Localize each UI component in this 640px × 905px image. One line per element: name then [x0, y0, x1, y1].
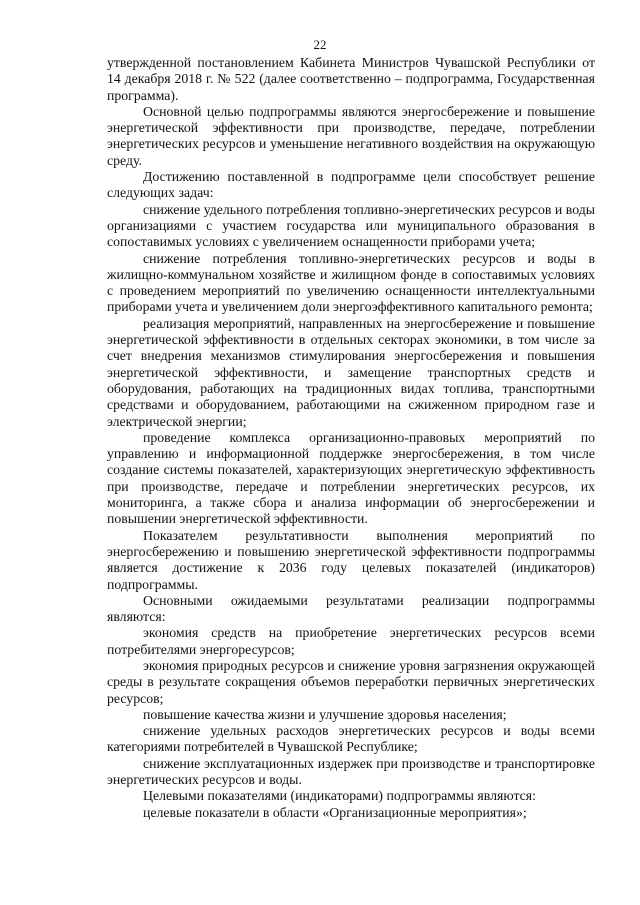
paragraph-targets-intro: Целевыми показателями (индикаторами) подпрограммы являются:	[143, 788, 536, 804]
task-item: проведение комплекса организационно-правовых мероприятий по управлению и информационной поддержке энергосбережения, в том числе создание системы показателей, характеризующих энергетическую эффективность при производстве, передаче и потреблении энергетических ресурсов, их мониторинга, а также сбора и анализа информации об энергосбережении и повышении энергетической эффективности.	[107, 429, 595, 527]
result-item: повышение качества жизни и улучшение здоровья населения;	[143, 706, 507, 722]
page-number: 22	[313, 37, 327, 52]
paragraph-tasks-intro: Достижению поставленной в подпрограмме цели способствует решение следующих задач:	[107, 169, 595, 201]
result-item: экономия средств на приобретение энергетических ресурсов всеми потребителями энергоресурсов;	[107, 625, 595, 657]
paragraph-indicator: Показателем результативности выполнения мероприятий по энергосбережению и повышению энергетической эффективности подпрограммы является достижение к 2036 году целевых показателей (индикаторов) подпрограммы.	[107, 527, 595, 592]
paragraph-continuation: утвержденной постановлением Кабинета Министров Чувашской Республики от 14 декабря 2018 г. № 522 (далее соответственно – подпрограмма, Государственная программа).	[107, 55, 595, 103]
paragraph-main-goal: Основной целью подпрограммы являются энергосбережение и повышение энергетической эффективности при производстве, передаче, потреблении энергетических ресурсов и уменьшение негативного воздействия на окружающую среду.	[107, 103, 595, 168]
task-item: реализация мероприятий, направленных на энергосбережение и повышение энергетической эффективности в отдельных секторах экономики, в том числе за счет внедрения механизмов стимулирования энергосбережения и повышения энергетической эффективности, и замещение транспортных средств и оборудования, работающих на традиционных видах топлива, транспортными средствами и оборудованием, работающими на сжиженном природном газе и электрической энергии;	[107, 315, 595, 429]
document-body	[107, 55, 595, 821]
target-item: целевые показатели в области «Организационные мероприятия»;	[143, 804, 527, 820]
result-item: снижение эксплуатационных издержек при производстве и транспортировке энергетических ресурсов и воды.	[107, 755, 595, 788]
result-item: экономия природных ресурсов и снижение уровня загрязнения окружающей среды в результате сокращения объемов переработки первичных энергетических ресурсов;	[107, 657, 595, 706]
result-item: снижение удельных расходов энергетических ресурсов и воды всеми категориями потребителей в Чувашской Республике;	[107, 723, 595, 755]
paragraph-results-intro: Основными ожидаемыми результатами реализации подпрограммы являются:	[107, 592, 595, 625]
task-item: снижение удельного потребления топливно-энергетических ресурсов и воды организациями с участием государства или муниципального образования в сопоставимых условиях с увеличением оснащенности приборами учета;	[107, 201, 595, 250]
task-item: снижение потребления топливно-энергетических ресурсов и воды в жилищно-коммунальном хозяйстве и жилищном фонде в сопоставимых условиях с проведением мероприятий по увеличению оснащенности интеллектуальными приборами учета и увеличением доли энергоэффективного капитального ремонта;	[107, 250, 595, 315]
